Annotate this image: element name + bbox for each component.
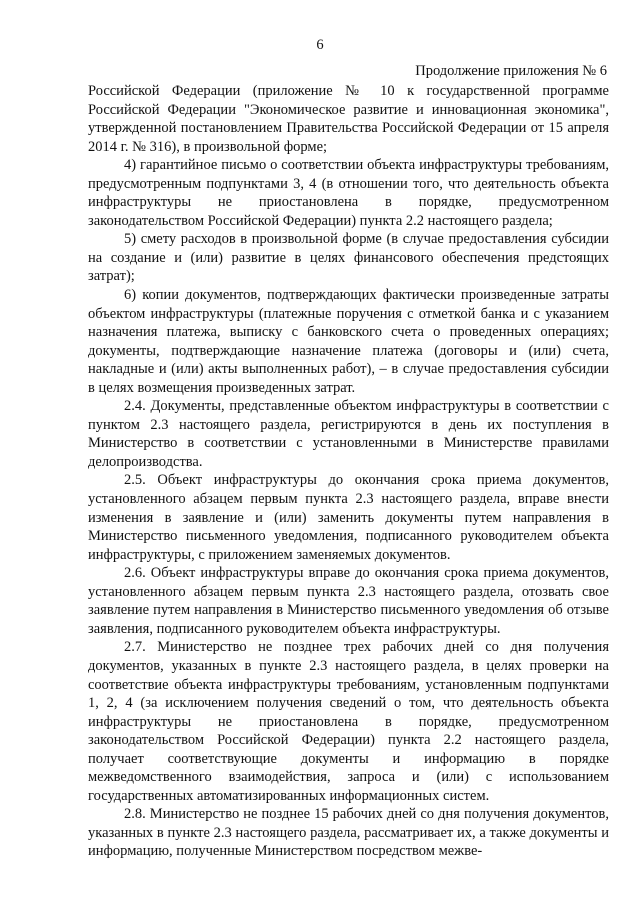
paragraph-2-8: 2.8. Министерство не позднее 15 рабочих дней со дня получения документов, указанных в пункте 2.3 настоящего раздела, рассматривает их, а также документы и информацию, полученные Министерством посредством межве-: [88, 806, 609, 860]
page-number: 6: [316, 37, 324, 53]
paragraph-item-6: 6) копии документов, подтверждающих фактически произведенные затраты объектом инфраструктуры (платежные поручения с отметкой банка и с указанием назначения платежа, выписку с банковского счета о проведенных операциях; документы, подтверждающие назначение платежа (договоры и (или) счета, накладные и (или) акты выполненных работ), – в случае предоставления субсидии в целях возмещения произведенных затрат.: [88, 287, 609, 396]
paragraph-2-7: 2.7. Министерство не позднее трех рабочих дней со дня получения документов, указанных в пункте 2.3 настоящего раздела, в целях проверки на соответствие объекта инфраструктуры требованиям, установленным подпунктами 1, 2, 4 (за исключением получения сведений о том, что деятельность объекта инфраструктуры не приостановлена в порядке, предусмотренном законодательством Российской Федерации) пункта 2.2 настоящего раздела, получает соответствующие документы и информацию в порядке межведомственного взаимодействия, запроса и (или) с использованием государственных автоматизированных информационных систем.: [88, 639, 609, 804]
document-body: [88, 82, 609, 861]
paragraph-item-4: 4) гарантийное письмо о соответствии объекта инфраструктуры требованиям, предусмотренным подпунктами 3, 4 (в отношении того, что деятельность объекта инфраструктуры не приостановлена в порядке, предусмотренном законодательством Российской Федерации) пункта 2.2 настоящего раздела;: [88, 157, 609, 229]
paragraph-2-4: 2.4. Документы, представленные объектом инфраструктуры в соответствии с пунктом 2.3 настоящего раздела, регистрируются в день их поступления в Министерство в соответствии с установленными в Министерстве правилами делопроизводства.: [88, 398, 609, 470]
paragraph-item-5: 5) смету расходов в произвольной форме (в случае предоставления субсидии на создание и (или) развитие в целях финансового обеспечения предстоящих затрат);: [88, 231, 609, 285]
paragraph-continuation: Российской Федерации (приложение № 10 к государственной программе Российской Федерации "Экономическое развитие и инновационная экономика", утвержденной постановлением Правительства Российской Федерации от 15 апреля 2014 г. № 316), в произвольной форме;: [88, 83, 609, 155]
paragraph-2-5: 2.5. Объект инфраструктуры до окончания срока приема документов, установленного абзацем первым пункта 2.3 настоящего раздела, вправе внести изменения в заявление и (или) заменить документы путем направления в Министерство письменного уведомления, подписанного руководителем объекта инфраструктуры, с приложением заменяемых документов.: [88, 472, 609, 563]
continuation-label: Продолжение приложения № 6: [415, 63, 607, 79]
paragraph-2-6: 2.6. Объект инфраструктуры вправе до окончания срока приема документов, установленного абзацем первым пункта 2.3 настоящего раздела, отозвать свое заявление путем направления в Министерство письменного уведомления об отзыве заявления, подписанного руководителем объекта инфраструктуры.: [88, 565, 609, 637]
